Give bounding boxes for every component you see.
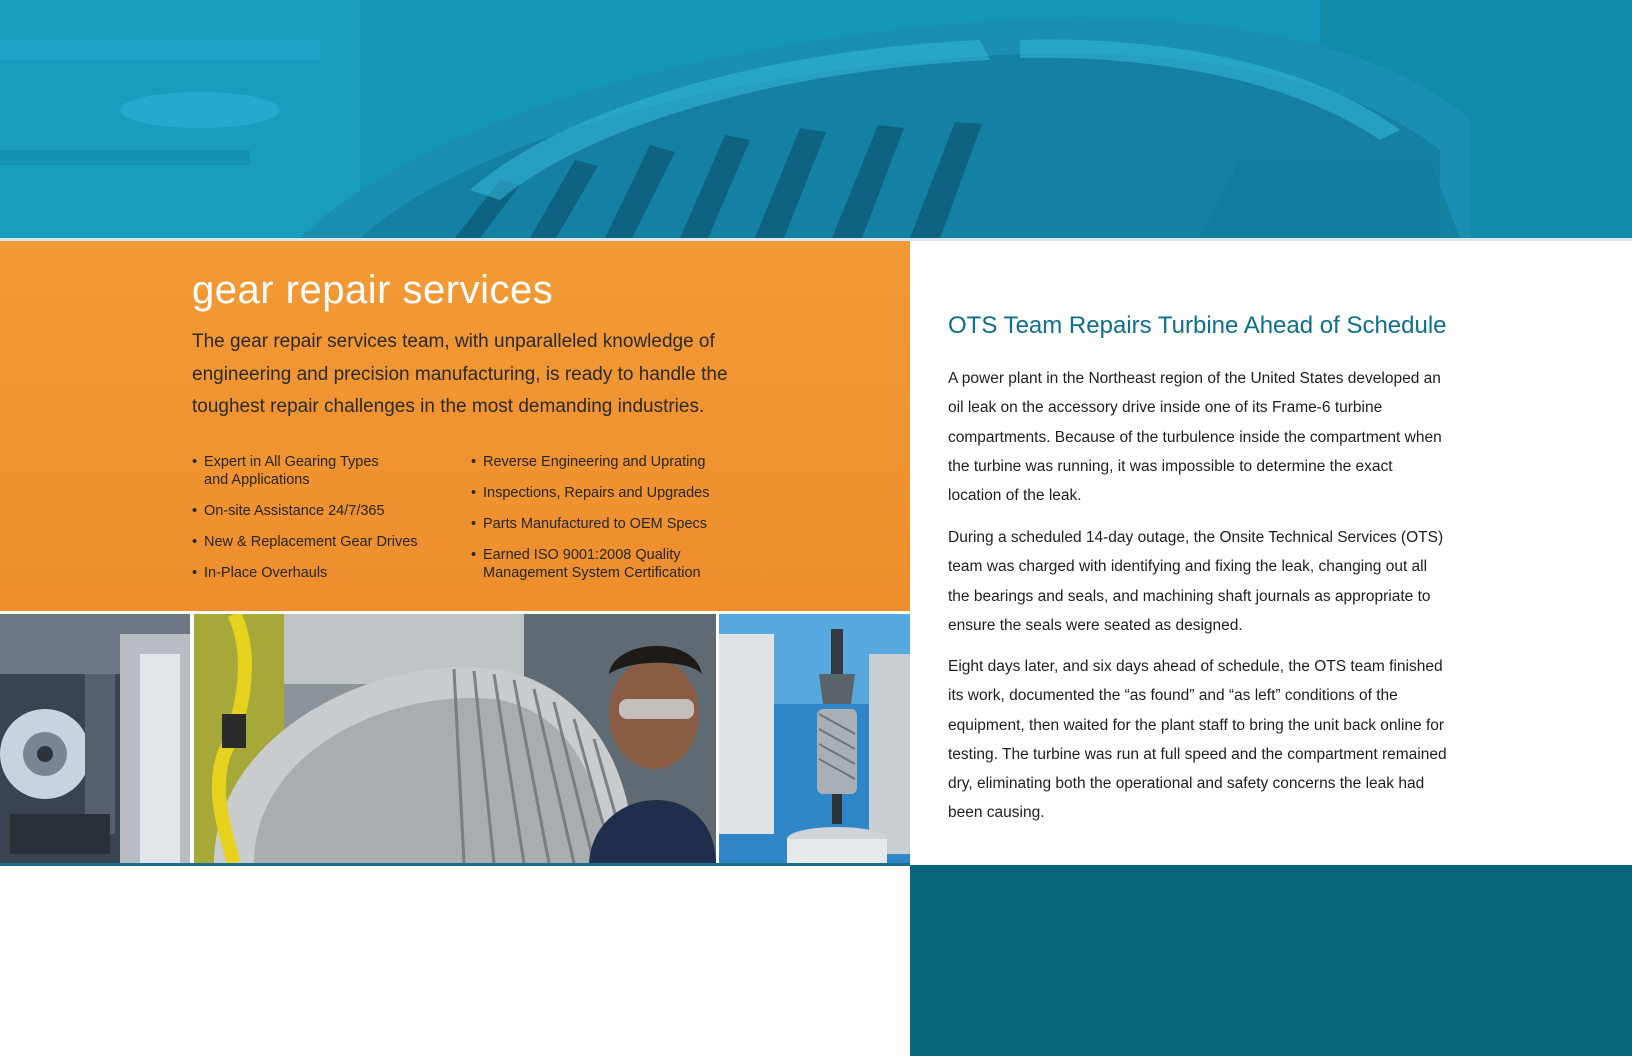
services-list-left: [192, 453, 452, 595]
teal-footer-block: [910, 865, 1632, 1056]
machinery-photo: [0, 614, 190, 863]
services-list-right: [471, 453, 761, 595]
photo-strip: [0, 611, 910, 865]
service-item: • In-Place Overhauls: [192, 564, 452, 582]
story-paragraph: Eight days later, and six days ahead of schedule, the OTS team finished its work, documented the “as found” and “as left” conditions of the equipment, then waited for the plant staff to bring the unit back online for testing. The turbine was run at full speed and the compartment remained dry, eliminating both the operational and safety concerns the leak had been causing.: [948, 658, 1447, 822]
precision-instrument-photo: [719, 614, 910, 863]
services-title: gear repair services: [192, 268, 554, 312]
story-title: OTS Team Repairs Turbine Ahead of Schedule: [948, 312, 1447, 339]
services-intro: The gear repair services team, with unparalleled knowledge of engineering and precision manufacturing, is ready to handle the toughest repair challenges in the most demanding industries.: [192, 331, 728, 417]
service-item: • Inspections, Repairs and Upgrades: [471, 484, 761, 502]
service-item: • On-site Assistance 24/7/365: [192, 502, 452, 520]
story-paragraph: During a scheduled 14-day outage, the Onsite Technical Services (OTS) team was charged with identifying and fixing the leak, changing out all the bearings and seals, and machining shaft journals as appropriate to ensure the seals were seated as designed.: [948, 529, 1444, 634]
strip-bottom-rule: [0, 863, 910, 866]
service-item: • New & Replacement Gear Drives: [192, 533, 452, 551]
service-item: • Earned ISO 9001:2008 Quality Management System Certification: [471, 546, 723, 582]
gear-illustration: [0, 0, 1632, 238]
story-paragraph: A power plant in the Northeast region of the United States developed an oil leak on the accessory drive inside one of its Frame-6 turbine compartments. Because of the turbulence inside the compartment when the turbine was running, it was impossible to determine the exact location of the leak.: [948, 370, 1442, 505]
service-item: • Reverse Engineering and Uprating: [471, 453, 761, 471]
service-item: • Expert in All Gearing Types and Applications: [192, 453, 389, 489]
hero-gear-banner: [0, 0, 1632, 238]
technician-gear-photo: [194, 614, 716, 863]
service-item: • Parts Manufactured to OEM Specs: [471, 515, 761, 533]
